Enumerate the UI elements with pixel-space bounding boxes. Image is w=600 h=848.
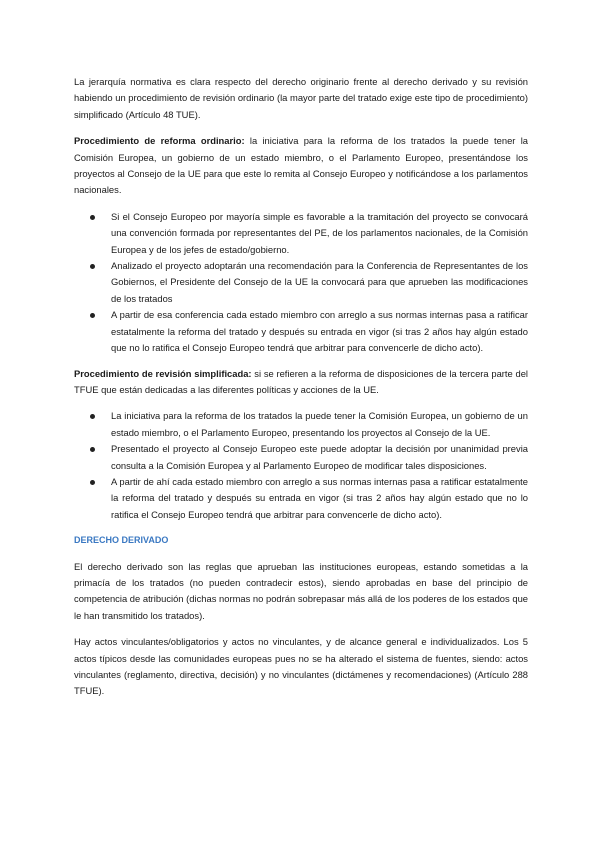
bullet-icon bbox=[90, 447, 95, 452]
simplified-procedure-text: si se refieren a la reforma de disposiciones de la tercera parte del TFUE que están dedicadas a las diferentes políticas y acciones de la UE. bbox=[74, 367, 528, 395]
section-heading-derived-law: DERECHO DERIVADO bbox=[74, 535, 169, 546]
list-item-text: La iniciativa para la reforma de los tratados la puede tener la Comisión Europea, un gobierno de un estado miembro, o el Parlamento Europeo, presentando los proyectos al Consejo de la UE. bbox=[111, 410, 528, 438]
simplified-procedure-paragraph bbox=[74, 366, 528, 399]
list-item-text: A partir de ahí cada estado miembro con arreglo a sus normas internas pasa a ratificar estatalmente la reforma del tratado y después su entrada en vigor (si tras 2 años hay algún estado que no lo ratifica el Consejo Europeo tendrá que arbitrar para convencerle de dicho acto). bbox=[111, 475, 528, 520]
ordinary-procedure-list bbox=[74, 209, 528, 357]
list-item-text: Analizado el proyecto adoptarán una recomendación para la Conferencia de Representantes de los Gobiernos, el Presidente del Consejo de la UE la convocará para que aprueben las modificaciones de los tratados bbox=[111, 260, 528, 304]
bullet-icon bbox=[90, 480, 95, 485]
list-item bbox=[111, 408, 528, 441]
derived-law-paragraph-1: El derecho derivado son las reglas que aprueban las instituciones europeas, estando sometidas a la primacía de los tratados (no pueden contradecir estos), siendo aprobadas en base del principio de competencia de atribución (dichas normas no podrán sobrepasar más allá de los poderes de los estados que le han transmitido los tratados). bbox=[74, 560, 528, 621]
list-item bbox=[111, 209, 528, 258]
ordinary-procedure-paragraph bbox=[74, 133, 528, 199]
bullet-icon bbox=[90, 414, 95, 419]
ordinary-procedure-text: la iniciativa para la reforma de los tratados la puede tener la Comisión Europea, un gobierno de un estado miembro, o el Parlamento Europeo, presentándose los proyectos al Consejo de la UE para que este lo remita al Consejo Europeo y notificándose a los parlamentos nacionales. bbox=[74, 135, 529, 196]
bullet-icon bbox=[90, 215, 95, 220]
list-item bbox=[111, 474, 528, 523]
simplified-procedure-label: Procedimiento de revisión simplificada: bbox=[74, 367, 252, 379]
ordinary-procedure-label: Procedimiento de reforma ordinario: bbox=[74, 135, 245, 147]
list-item bbox=[111, 307, 528, 356]
bullet-icon bbox=[90, 264, 95, 269]
list-item-text: A partir de esa conferencia cada estado miembro con arreglo a sus normas internas pasa a ratificar estatalmente la reforma del tratado y después su entrada en vigor (si tras 2 años hay algún estado que no lo ratifica el Consejo Europeo tendrá que arbitrar para convencerle de dicho acto). bbox=[111, 309, 528, 354]
intro-paragraph: La jerarquía normativa es clara respecto del derecho originario frente al derecho derivado y su revisión habiendo un procedimiento de revisión ordinario (la mayor parte del tratado exige este tipo de procedimiento) simplificado (Artículo 48 TUE). bbox=[74, 76, 528, 120]
list-item bbox=[111, 258, 528, 307]
derived-law-paragraph-2: Hay actos vinculantes/obligatorios y actos no vinculantes, y de alcance general e individualizados. Los 5 actos típicos desde las comunidades europeas pues no se ha alterado el sistema de fuentes, siendo: actos vinculantes (reglamento, directiva, decisión) y no vinculantes (dictámenes y recomendaciones) (Artículo 288 TFUE). bbox=[74, 636, 528, 697]
list-item-text: Presentado el proyecto al Consejo Europeo este puede adoptar la decisión por unanimidad previa consulta a la Comisión Europea y al Parlamento Europeo de modificar tales disposiciones. bbox=[111, 443, 528, 471]
list-item-text: Si el Consejo Europeo por mayoría simple es favorable a la tramitación del proyecto se convocará una convención formada por representantes del PE, de los parlamentos nacionales, de la Comisión Europea y de los jefes de estado/gobierno. bbox=[111, 210, 528, 255]
simplified-procedure-list bbox=[74, 408, 528, 523]
list-item bbox=[111, 441, 528, 474]
bullet-icon bbox=[90, 313, 95, 318]
